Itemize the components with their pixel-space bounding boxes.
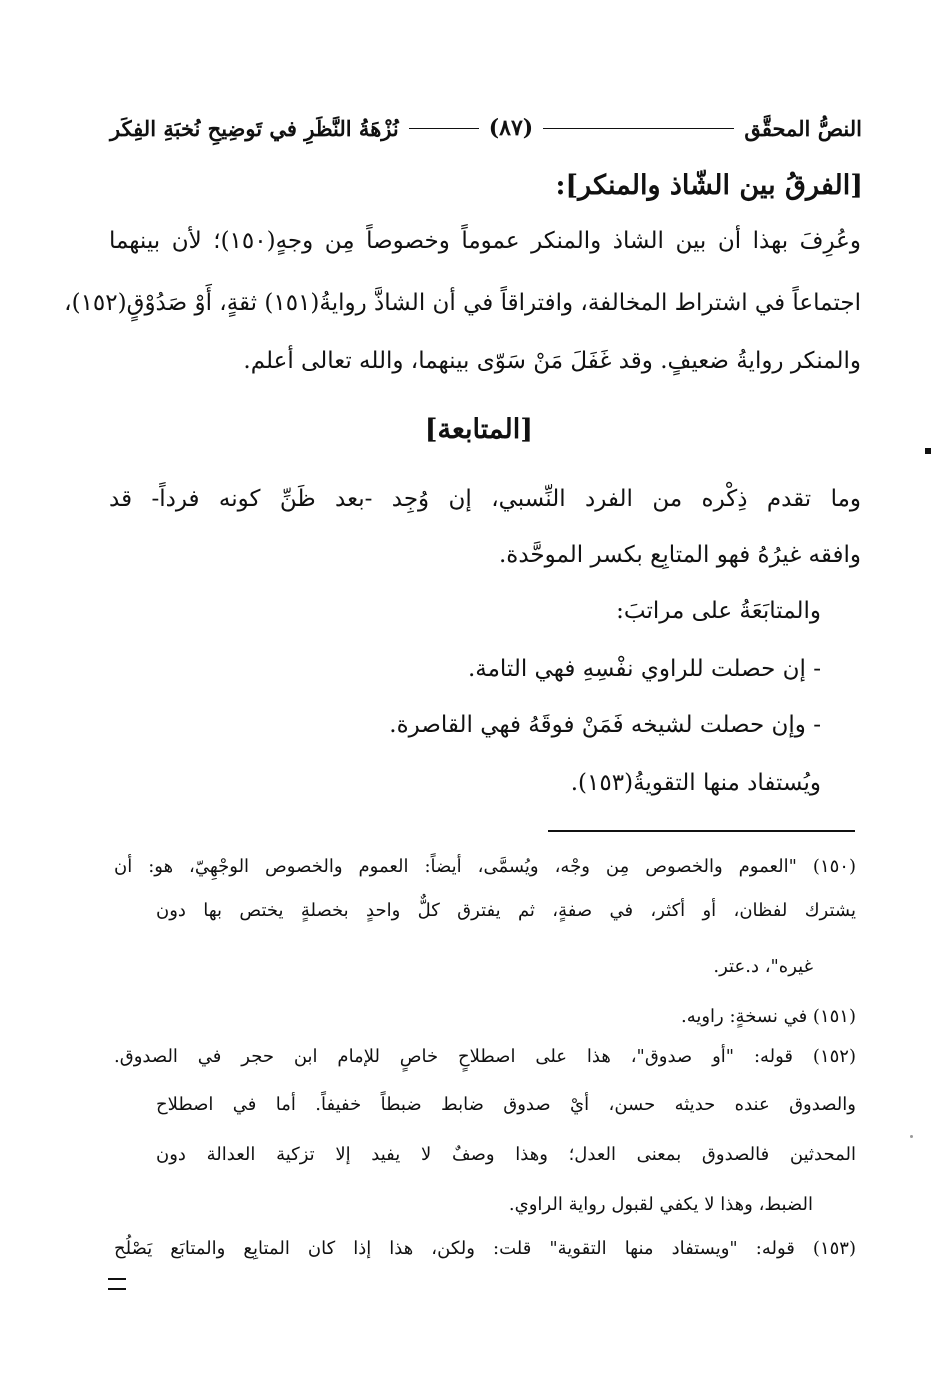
section-heading-shadh-munkar: [الفرقُ بين الشّاذ والمنكر]: — [555, 170, 863, 201]
body-line: ويُستفاد منها التقويةُ(١٥٣). — [570, 770, 821, 796]
page-number: (٨٧) — [488, 115, 534, 141]
footnote-line: (١٥٣) قوله: "ويستفاد منها التقوية" قلت: ولكن، هذا إذا كان المتابِع والمتابَع يَصْلُح — [114, 1238, 856, 1259]
footnote-line: المحدثين فالصدوق بمعنى العدل؛ وهذا وصفٌ لا يفيد إلا تزكية العدالة دون — [156, 1144, 856, 1165]
footnote-divider — [548, 830, 855, 832]
header-section-title: النصُّ المحقَّق — [744, 115, 862, 141]
footnote-line: غيره"، د.عتر. — [713, 956, 813, 977]
footnote-line: الضبط، وهذا لا يكفي لقبول رواية الراوي. — [508, 1194, 813, 1215]
body-line: وعُرِفَ بهذا أن بين الشاذ والمنكر عموماً وخصوصاً مِن وجهٍ(١٥٠)؛ لأن بينهما — [109, 228, 862, 254]
footnote-line: يشترك لفظان، أو أكثر، في صفةٍ، ثم يفترق كلٌّ واحدٍ بخصلةٍ يختص بها دون — [156, 900, 856, 921]
page-header — [110, 108, 862, 148]
footnote-line: (١٥٠) "العموم والخصوص مِن وجْه، ويُسمَّى، أيضاً: العموم والخصوص الوجْهِيّ، هو: أن — [114, 856, 856, 877]
body-line: والمنكر روايةُ ضعيفٍ. وقد غَفَلَ مَنْ سَوّى بينهما، والله تعالى أعلم. — [243, 348, 861, 374]
margin-mark — [925, 448, 931, 454]
header-rule-right — [543, 128, 734, 129]
body-line: وما تقدم ذِكْره من الفرد النِّسبي، إن وُجِد -بعد ظَنِّ كونه فرداً- قد — [109, 486, 861, 512]
footnote-line: (١٥١) في نسخةٍ: راويه. — [680, 1006, 856, 1027]
footnote-line: والصدوق عنده حديثه حسن، أيْ صدوق ضابط ضبطاً خفيفاً. أما في اصطلاح — [156, 1094, 856, 1115]
scan-speck — [910, 1135, 913, 1138]
list-item: - وإن حصلت لشيخه فَمَنْ فوقَهُ فهي القاصرة. — [389, 712, 821, 738]
section-heading-mutaba-a: [المتابعة] — [424, 414, 533, 445]
list-item: - إن حصلت للراوي نفْسِهِ فهي التامة. — [467, 656, 821, 682]
body-line: وافقه غيرُهُ فهو المتابِع بكسر الموحَّدة. — [498, 542, 861, 568]
body-line: اجتماعاً في اشتراط المخالفة، وافتراقاً في أن الشاذَّ روايةُ(١٥١) ثقةٍ، أَوْ صَدُوْقٍ(١٥٢)، — [64, 290, 861, 316]
header-book-title: نُزْهَةُ النَّظَرِ في تَوضِيحِ نُخبَةِ الفِكَر — [110, 115, 399, 141]
continuation-mark — [108, 1278, 126, 1290]
body-line: والمتابَعَةُ على مراتبَ: — [616, 598, 821, 624]
header-rule-left — [409, 128, 479, 129]
footnote-line: (١٥٢) قوله: "أو صدوق"، هذا على اصطلاحٍ خاصٍ للإمام ابن حجر في الصدوق. — [114, 1046, 856, 1067]
